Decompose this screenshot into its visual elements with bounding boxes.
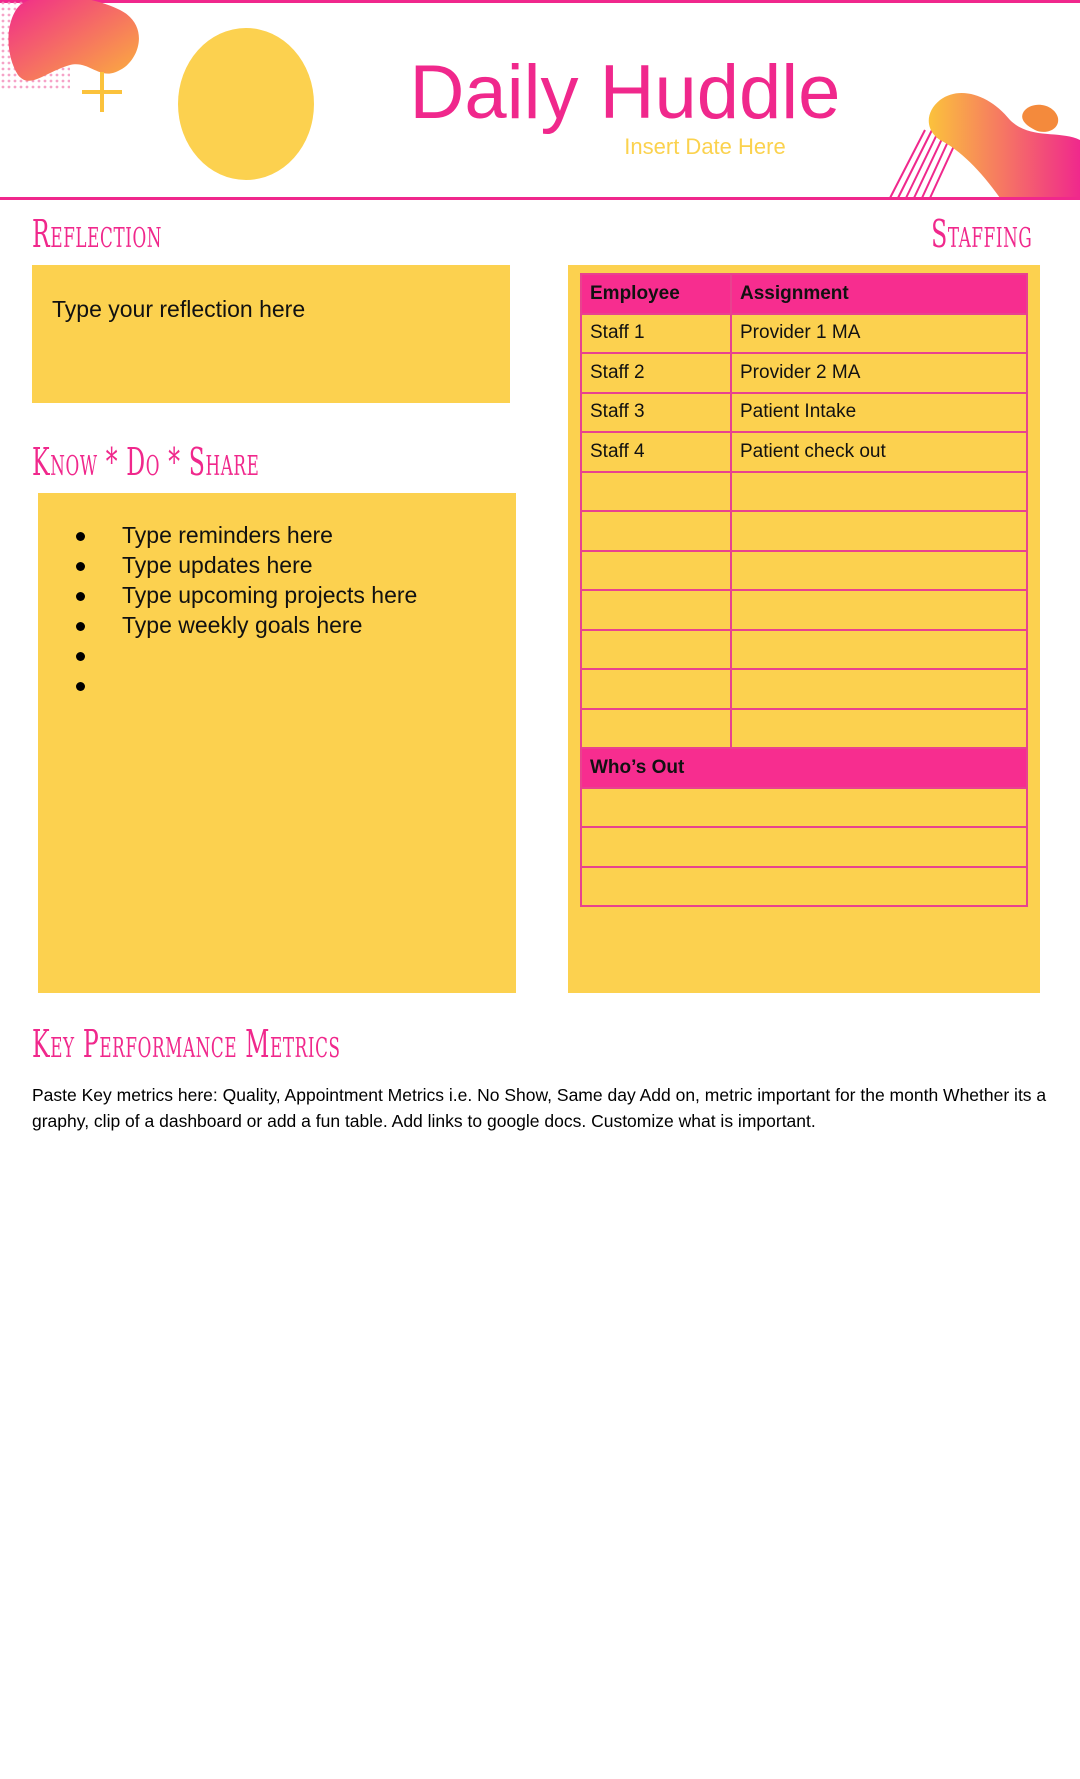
table-cell[interactable] [581,590,731,630]
staffing-heading: Staffing [930,212,1032,256]
table-cell[interactable] [731,590,1027,630]
reflection-text[interactable]: Type your reflection here [52,296,306,322]
table-cell[interactable] [581,630,731,670]
table-cell[interactable] [581,827,1027,867]
table-cell[interactable]: Provider 2 MA [731,353,1027,393]
table-cell[interactable] [731,709,1027,749]
table-cell[interactable]: Staff 4 [581,432,731,472]
table-row [581,472,1027,512]
reflection-box[interactable] [32,265,510,403]
table-cell[interactable] [581,511,731,551]
table-cell[interactable] [581,669,731,709]
plus-icon [82,72,122,112]
table-cell[interactable]: Staff 1 [581,314,731,354]
table-row [581,393,1027,433]
know-do-share-list[interactable] [70,520,417,700]
table-row [581,630,1027,670]
table-row [581,432,1027,472]
list-item[interactable] [70,640,417,670]
table-header-row [581,274,1027,314]
whos-out-header: Who’s Out [581,748,1027,788]
table-cell[interactable]: Patient check out [731,432,1027,472]
whos-out-header-row [581,748,1027,788]
table-cell[interactable]: Patient Intake [731,393,1027,433]
top-left-blob [0,0,139,90]
table-row [581,314,1027,354]
table-cell[interactable] [581,867,1027,907]
kpm-heading: Key Performance Metrics [32,1022,341,1066]
header-divider [0,197,1080,200]
table-row [581,551,1027,591]
table-row [581,669,1027,709]
table-cell[interactable] [731,669,1027,709]
list-item[interactable]: Type weekly goals here [70,610,417,640]
table-cell[interactable]: Staff 2 [581,353,731,393]
table-cell[interactable] [731,511,1027,551]
table-row [581,827,1027,867]
table-row [581,709,1027,749]
table-cell[interactable] [581,551,731,591]
table-row [581,867,1027,907]
table-cell[interactable] [581,788,1027,828]
know-do-share-heading: Know * Do * Share [32,440,260,484]
page-title: Daily Huddle [409,50,841,135]
reflection-heading: Reflection [32,212,163,256]
table-row [581,788,1027,828]
table-row [581,590,1027,630]
table-cell[interactable] [581,472,731,512]
table-cell[interactable] [731,472,1027,512]
column-header-assignment: Assignment [731,274,1027,314]
table-cell[interactable] [731,551,1027,591]
table-cell[interactable]: Staff 3 [581,393,731,433]
list-item[interactable] [70,670,417,700]
table-cell[interactable]: Provider 1 MA [731,314,1027,354]
table-row [581,353,1027,393]
yellow-circle [178,28,314,180]
staffing-table [580,273,1028,907]
kpm-text[interactable]: Paste Key metrics here: Quality, Appointment Metrics i.e. No Show, Same day Add on, metric important for the month Whether its a graphy, clip of a dashboard or add a fun table. Add links to google docs. Customize what is important. [32,1085,1047,1131]
column-header-employee: Employee [581,274,731,314]
list-item[interactable]: Type reminders here [70,520,417,550]
table-row [581,511,1027,551]
top-right-blob [890,93,1080,198]
list-item[interactable]: Type updates here [70,550,417,580]
date-placeholder[interactable]: Insert Date Here [624,134,786,159]
list-item[interactable]: Type upcoming projects here [70,580,417,610]
table-cell[interactable] [731,630,1027,670]
table-cell[interactable] [581,709,731,749]
